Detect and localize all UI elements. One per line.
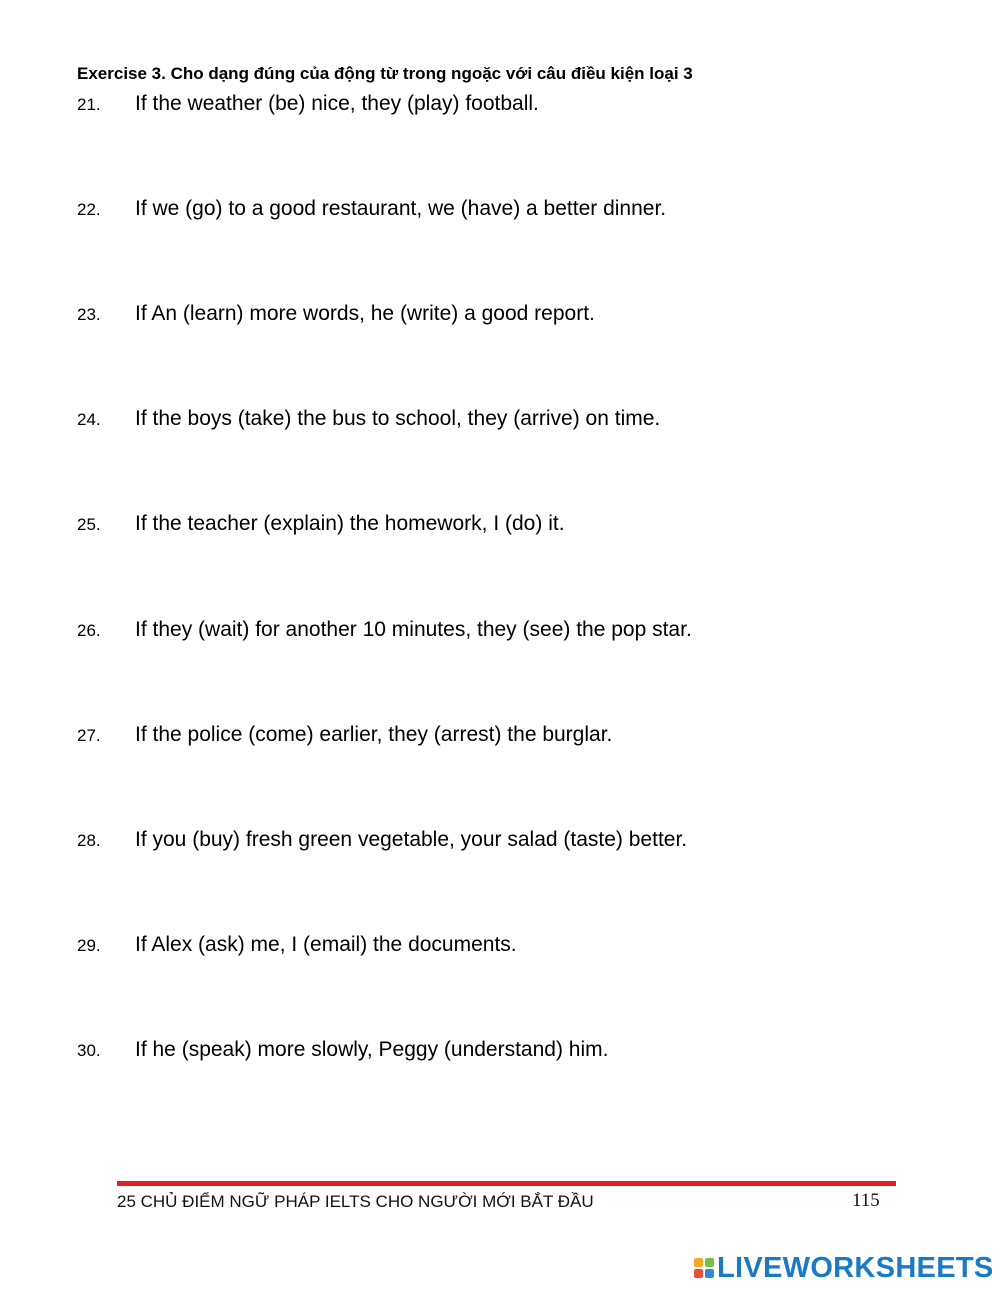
question-item — [77, 933, 517, 963]
question-item — [77, 1038, 608, 1068]
question-text: If An (learn) more words, he (write) a good report. — [135, 302, 595, 325]
liveworksheets-logo-text: LIVEWORKSHEETS — [717, 1251, 994, 1284]
question-number: 24. — [77, 410, 101, 429]
question-number: 29. — [77, 936, 101, 955]
question-number: 21. — [77, 95, 101, 114]
question-item — [77, 512, 565, 542]
footer-book-title: 25 CHỦ ĐIỂM NGỮ PHÁP IELTS CHO NGƯỜI MỚI BẮT ĐẦU — [117, 1192, 594, 1211]
liveworksheets-logo-icon — [694, 1258, 714, 1278]
question-text: If Alex (ask) me, I (email) the documents. — [135, 933, 517, 956]
question-text: If he (speak) more slowly, Peggy (understand) him. — [135, 1038, 609, 1061]
question-text: If they (wait) for another 10 minutes, they (see) the pop star. — [135, 618, 692, 641]
question-text: If the teacher (explain) the homework, I (do) it. — [135, 512, 565, 535]
question-item — [77, 407, 660, 437]
question-item — [77, 828, 687, 858]
question-number: 26. — [77, 621, 101, 640]
question-number: 28. — [77, 831, 101, 850]
liveworksheets-brand — [694, 1251, 994, 1285]
question-item — [77, 723, 612, 753]
question-item — [77, 302, 595, 332]
page-number: 115 — [852, 1190, 880, 1211]
question-number: 22. — [77, 200, 101, 219]
question-number: 27. — [77, 726, 101, 745]
question-number: 30. — [77, 1041, 101, 1060]
question-number: 25. — [77, 515, 101, 534]
question-text: If we (go) to a good restaurant, we (have) a better dinner. — [135, 197, 667, 220]
question-text: If the boys (take) the bus to school, they (arrive) on time. — [135, 407, 661, 430]
exercise-heading: Exercise 3. Cho dạng đúng của động từ trong ngoặc với câu điều kiện loại 3 — [77, 64, 693, 83]
question-text: If the police (come) earlier, they (arrest) the burglar. — [135, 723, 613, 746]
footer-rule — [117, 1181, 896, 1186]
question-item — [77, 197, 666, 227]
question-item — [77, 618, 692, 648]
question-item — [77, 92, 539, 122]
question-text: If you (buy) fresh green vegetable, your salad (taste) better. — [135, 828, 688, 851]
question-number: 23. — [77, 305, 101, 324]
question-text: If the weather (be) nice, they (play) football. — [135, 92, 539, 115]
